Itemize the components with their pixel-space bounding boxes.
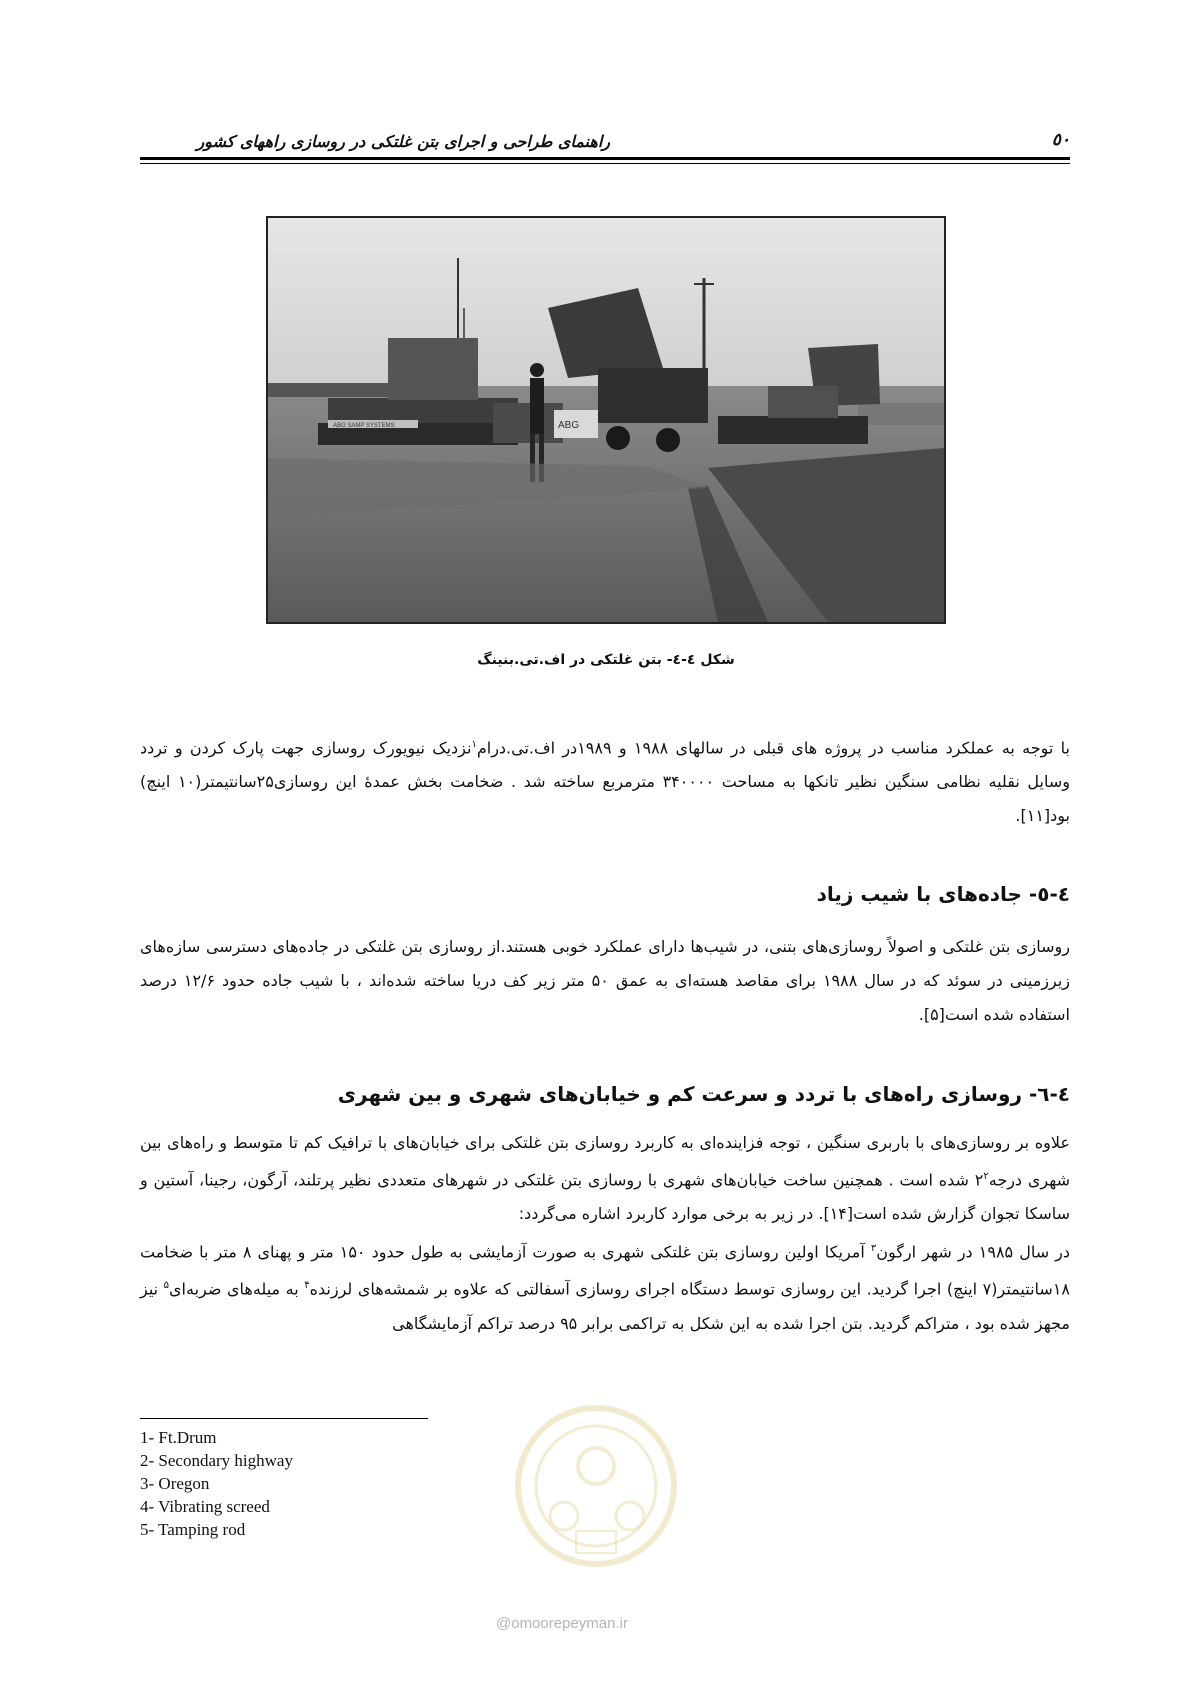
paragraph-2: روسازی بتن غلتکی و اصولاً روسازی‌های بتنی، در شیب‌ها دارای عملکرد خوبی هستند.از روسازی بتن غلتکی در جاده‌های دسترسی سازه‌های زیرزمینی در سوئد که در سال ۱۹۸۸ برای مقاصد هسته‌ای به عمق ۵۰ متر زیر کف دریا ساخته شده‌اند ، با شیب جاده حدود ۱۲/۶ درصد استفاده شده است[۵]. [140, 937, 1071, 1024]
paragraph-4-text-c: به میله‌های ضربه‌ای [169, 1279, 299, 1299]
paragraph-4 [140, 1232, 1070, 1341]
footnote-ref-2: ۲ [983, 1171, 989, 1182]
figure-caption: شکل ٤-٤- بتن غلتکی در اف.تی.بنینگ [477, 652, 735, 668]
header-rule-thin [140, 163, 1070, 164]
figure-photo [266, 216, 946, 624]
footnote-item: 5- Tamping rod [140, 1520, 246, 1539]
paragraph-1 [140, 728, 1070, 833]
header-title: راهنمای طراحی و اجرای بتن غلتکی در روسازی راههای کشور [196, 132, 610, 151]
footnote-item: 2- Secondary highway [140, 1451, 293, 1470]
paragraph-1-text-b: نزدیک نیویورک روسازی جهت پارک کردن و تردد وسایل نقلیه نظامی سنگین نظیر تانکها به مساحت ۳۴۰۰۰۰ مترمربع ساخته شد . ضخامت بخش عمدۀ این روسازی۲۵سانتیمتر(۱۰ اینچ) بود[۱۱]. [140, 738, 1070, 826]
watermark-text: @omoorepeyman.ir [496, 1615, 628, 1632]
paragraph-3-text-b: شده است . همچنین ساخت خیابان‌های شهری با روسازی بتن غلتکی در شهرهای متعددی نظیر پرتلند، آرگون، رجینا، آستین و ساسکا تجوان گزارش شده است[۱۴]. در زیر به برخی موارد کاربرد اشاره می‌گردد: [140, 1170, 1070, 1224]
paragraph-3 [140, 1126, 1070, 1231]
section-heading-4-6: ٤-٦- روسازی راه‌های با تردد و سرعت کم و خیابان‌های شهری و بین شهری [337, 1082, 1070, 1106]
footnote-ref-4: ۴ [304, 1280, 310, 1292]
header-rule-thick [140, 157, 1070, 160]
footnotes-list [140, 1426, 293, 1541]
footnote-item: 1- Ft.Drum [140, 1428, 217, 1447]
paragraph-3-text-a: علاوه بر روسازی‌های با باربری سنگین ، توجه فزاینده‌ای به کاربرد روسازی بتن غلتکی برای خیابان‌های با ترافیک کم تا متوسط و راه‌های بین شهری درجه۲ [140, 1133, 1071, 1190]
section-heading-4-5: ٤-٥- جاده‌های با شیب زیاد [816, 882, 1070, 906]
paragraph-4-text-a: در سال ۱۹۸۵ در شهر ارگون [876, 1242, 1071, 1262]
watermark-seal-icon [486, 1366, 706, 1606]
footnote-item: 3- Oregon [140, 1474, 210, 1493]
footnote-ref-1: ۱ [471, 739, 477, 750]
footnote-rule [140, 1418, 428, 1419]
page-number: ٥٠ [1051, 130, 1070, 150]
page-header [140, 118, 1070, 158]
paragraph-4-text-b: آمریکا اولین روسازی بتن غلتکی شهری به صورت آزمایشی به طول حدود ۱۵۰ متر و پهنای ۸ متر با ضخامت ۱۸سانتیمتر(۷ اینچ) اجرا گردید. این روسازی توسط دستگاه اجرای روسازی آسفالتی که علاوه بر شمشه‌های لرزنده [140, 1242, 1070, 1299]
footnote-ref-5: ۵ [163, 1280, 170, 1292]
paragraph-4-text-d: نیز مجهز شده بود ، متراکم گردید. بتن اجرا شده به این شکل به تراکمی برابر ۹۵ درصد تراکم آزمایشگاهی [140, 1279, 1070, 1333]
footnote-item: 4- Vibrating screed [140, 1497, 270, 1516]
footnote-ref-3: ۳ [870, 1243, 877, 1254]
paragraph-1-text-a: با توجه به عملکرد مناسب در پروژه های قبلی در سالهای ۱۹۸۸ و ۱۹۸۹در اف.تی.درام [476, 738, 1070, 758]
paver-logo: ABG [558, 420, 580, 431]
paver-text: ABG SAMP SYSTEMS [333, 423, 395, 429]
